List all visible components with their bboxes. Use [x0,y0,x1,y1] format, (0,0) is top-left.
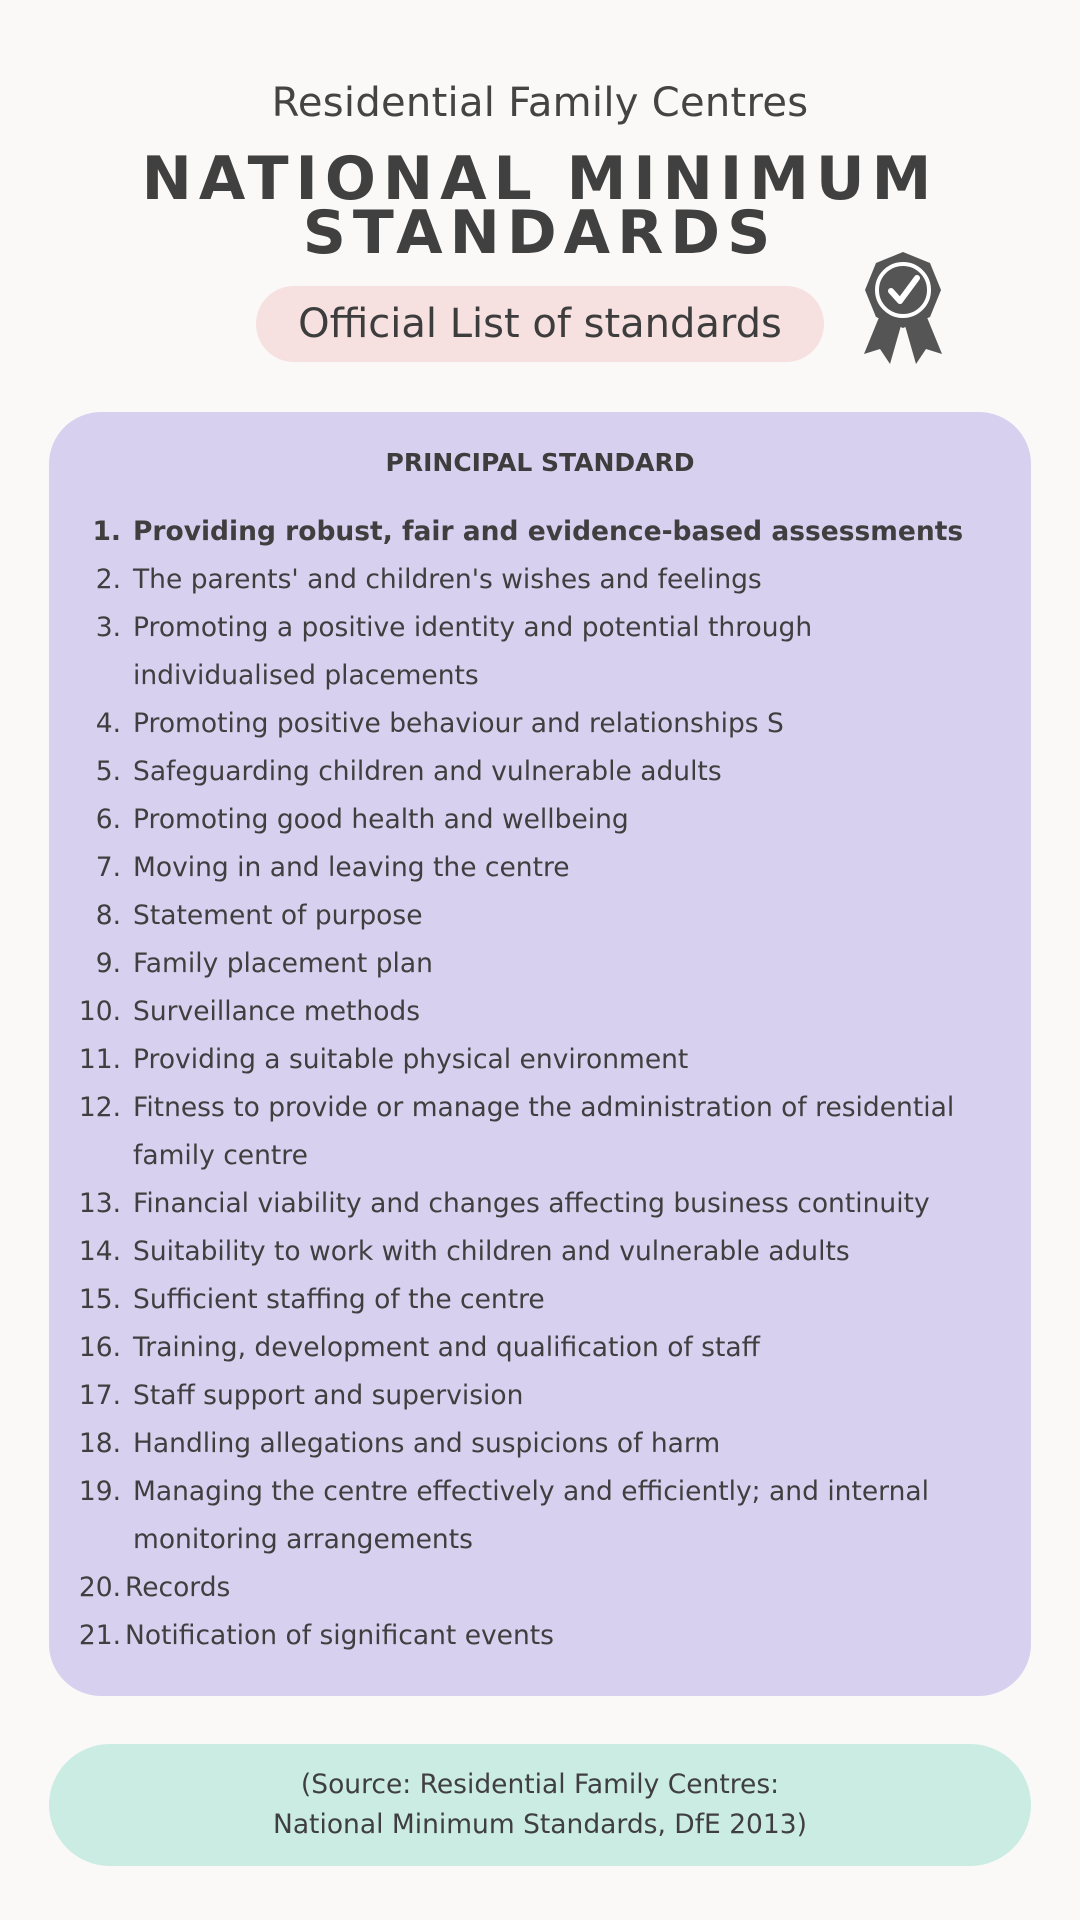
official-list-pill: Official List of standards [256,286,824,362]
list-item-number: 13. [78,1188,121,1219]
source-line-2: National Minimum Standards, DfE 2013) [273,1809,807,1840]
list-item [49,940,1031,988]
list-item-number: 14. [78,1236,121,1267]
source-citation [49,1744,1031,1866]
panel-heading: PRINCIPAL STANDARD [385,448,695,477]
list-item-text: Providing robust, fair and evidence-based assessments [133,516,964,547]
standards-list [49,508,1031,1660]
list-item-text: Records [125,1572,231,1603]
source-line-1: (Source: Residential Family Centres: [300,1769,780,1800]
list-item [49,1420,1031,1468]
list-item-text: Staff support and supervision [133,1380,524,1411]
header-subtitle: Residential Family Centres [271,80,809,126]
page-title-line-1: NATIONAL MINIMUM [141,144,939,214]
list-item [49,1324,1031,1372]
list-item-number: 12. [78,1092,121,1123]
list-item [49,1276,1031,1324]
list-item [49,988,1031,1036]
list-item-number: 20. [78,1572,121,1603]
list-item-number: 18. [78,1428,121,1459]
list-item-number: 19. [78,1476,121,1507]
list-item [49,700,1031,748]
list-item-text: Safeguarding children and vulnerable adults [133,756,722,787]
list-item-number: 21. [78,1620,121,1651]
list-item-number: 17. [78,1380,121,1411]
list-item-text: Notification of significant events [125,1620,554,1651]
list-item-number: 3. [95,612,121,643]
list-item-number: 16. [78,1332,121,1363]
list-item-number: 10. [78,996,121,1027]
list-item [49,1468,1031,1564]
standards-panel [49,412,1031,1696]
list-item [49,1084,1031,1180]
list-item-number: 15. [78,1284,121,1315]
list-item [49,556,1031,604]
list-item [49,1036,1031,1084]
list-item [49,508,1031,556]
list-item-text: Promoting positive behaviour and relationships S [133,708,784,739]
list-item-text: Sufficient staffing of the centre [133,1284,545,1315]
list-item-text: Managing the centre effectively and efficiently; and internal monitoring arrangements [133,1476,929,1555]
list-item [49,1612,1031,1660]
list-item [49,844,1031,892]
list-item-text: Handling allegations and suspicions of harm [133,1428,721,1459]
list-item-text: Surveillance methods [133,996,421,1027]
list-item-number: 9. [95,948,121,979]
list-item-number: 1. [92,516,121,547]
list-item-text: Moving in and leaving the centre [133,852,570,883]
list-item [49,892,1031,940]
list-item-number: 7. [95,852,121,883]
list-item-text: Family placement plan [133,948,433,979]
list-item-text: Promoting a positive identity and potential through individualised placements [133,612,813,691]
list-item-text: Providing a suitable physical environment [133,1044,689,1075]
list-item [49,1228,1031,1276]
page-title [0,144,1080,268]
list-item [49,748,1031,796]
list-item-number: 11. [78,1044,121,1075]
list-item [49,1180,1031,1228]
list-item [49,796,1031,844]
list-item-number: 8. [95,900,121,931]
list-item-number: 2. [95,564,121,595]
award-ribbon-check-icon [860,250,946,366]
list-item-text: Suitability to work with children and vulnerable adults [133,1236,850,1267]
list-item-number: 5. [95,756,121,787]
list-item-text: Promoting good health and wellbeing [133,804,629,835]
list-item-text: Training, development and qualification of staff [133,1332,760,1363]
list-item-number: 4. [95,708,121,739]
list-item [49,1564,1031,1612]
list-item-text: Financial viability and changes affecting business continuity [133,1188,930,1219]
list-item-text: Fitness to provide or manage the administration of residential family centre [133,1092,955,1171]
list-item-text: The parents' and children's wishes and feelings [133,564,762,595]
list-item-number: 6. [95,804,121,835]
list-item [49,604,1031,700]
list-item-text: Statement of purpose [133,900,423,931]
list-item [49,1372,1031,1420]
page-title-line-2: STANDARDS [302,198,778,268]
